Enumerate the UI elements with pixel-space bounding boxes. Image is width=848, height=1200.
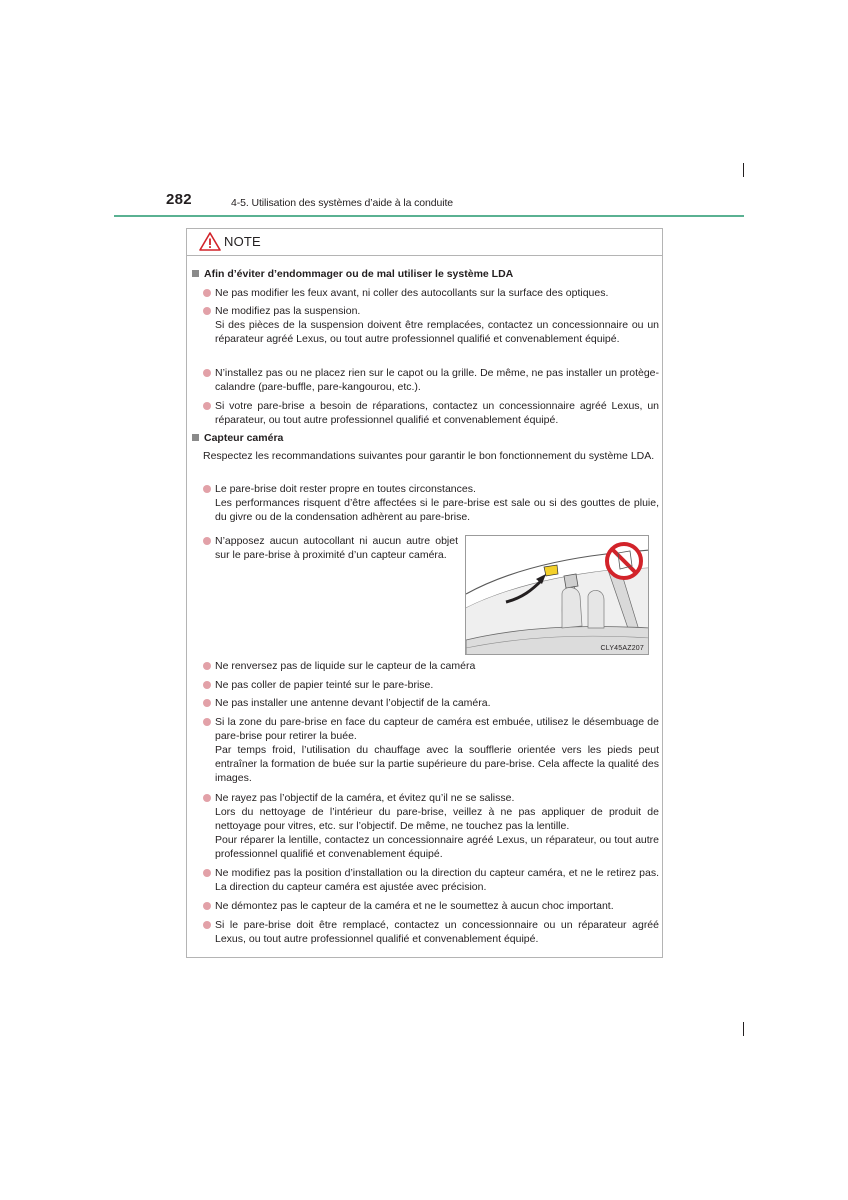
list-item [203, 918, 659, 946]
list-item-text: Si le pare-brise doit être remplacé, contactez un concessionnaire ou un réparateur agréé Lexus, ou tout autre professionnel qualifié et convenablement équipé. [215, 919, 659, 945]
crop-mark-top [743, 163, 744, 177]
list-item [203, 696, 659, 710]
list-item-text: Ne pas modifier les feux avant, ni coller des autocollants sur la surface des optiques. [215, 287, 609, 299]
list-item-text: Ne pas coller de papier teinté sur le pare-brise. [215, 679, 434, 691]
crop-mark-bottom [743, 1022, 744, 1036]
square-bullet-icon [192, 434, 199, 441]
bullet-icon [203, 921, 211, 929]
bullet-icon [203, 794, 211, 802]
windshield-camera-illustration [465, 535, 649, 655]
note-box [186, 228, 663, 958]
list-item [203, 659, 659, 673]
bullet-icon [203, 537, 211, 545]
bullet-icon [203, 718, 211, 726]
square-bullet-icon [192, 270, 199, 277]
list-item [203, 899, 659, 913]
bullet-icon [203, 902, 211, 910]
list-item [203, 399, 659, 427]
bullet-icon [203, 485, 211, 493]
list-item-text: N’installez pas ou ne placez rien sur le capot ou la grille. De même, ne pas installer un protège-calandre (pare-buffle, pare-kangourou, etc.). [215, 367, 659, 393]
bullet-icon [203, 699, 211, 707]
list-item [203, 286, 659, 300]
car-interior-drawing [466, 536, 649, 655]
list-item-text: Ne pas installer une antenne devant l’objectif de la caméra. [215, 697, 491, 709]
bullet-icon [203, 307, 211, 315]
page-number: 282 [166, 191, 192, 208]
bullet-icon [203, 681, 211, 689]
list-item-text: N’apposez aucun autocollant ni aucun autre objet sur le pare-brise à proximité d’un capteur caméra. [215, 535, 458, 561]
section-heading-text: Capteur caméra [204, 432, 284, 444]
list-item [203, 715, 659, 785]
list-item-text: Le pare-brise doit rester propre en toutes circonstances. Les performances risquent d’être affectées si le pare-brise est sale ou si des gouttes de pluie, du givre ou de la condensation adhèrent au pare-brise. [215, 483, 659, 523]
bullet-icon [203, 662, 211, 670]
list-item-text: Ne modifiez pas la position d’installation ou la direction du capteur caméra, et ne le retirez pas. La direction du capteur caméra est ajustée avec précision. [215, 867, 659, 893]
bullet-icon [203, 402, 211, 410]
list-item [203, 366, 659, 394]
bullet-icon [203, 289, 211, 297]
note-header [187, 229, 662, 256]
bullet-icon [203, 369, 211, 377]
section-heading-text: Afin d’éviter d’endommager ou de mal utiliser le système LDA [204, 268, 514, 280]
list-item-text: Si la zone du pare-brise en face du capteur de caméra est embuée, utilisez le désembuage de pare-brise pour retirer la buée. Par temps froid, l’utilisation du chauffage avec la soufflerie orientée vers les pieds peut entraîner la formation de buée sur la partie supérieure du pare-brise. Cela affecte la qualité des images. [215, 716, 659, 784]
list-item-text: Si votre pare-brise a besoin de réparations, contactez un concessionnaire agréé Lexus, un réparateur, ou tout autre professionnel qualifié et convenablement équipé. [215, 400, 659, 426]
section-title: 4-5. Utilisation des systèmes d’aide à la conduite [231, 197, 454, 209]
warning-icon [199, 232, 221, 251]
section-heading-camera [192, 431, 283, 445]
list-item [203, 866, 659, 894]
header-rule [114, 215, 744, 217]
figure-code: CLY45AZ207 [600, 645, 644, 652]
section-heading-lda [192, 267, 513, 281]
list-item-text: Ne renversez pas de liquide sur le capteur de la caméra [215, 660, 476, 672]
bullet-icon [203, 869, 211, 877]
section-intro: Respectez les recommandations suivantes pour garantir le bon fonctionnement du système LDA. [203, 450, 655, 462]
list-item [203, 304, 659, 346]
note-title: NOTE [224, 234, 261, 249]
list-item [203, 482, 659, 524]
list-item [203, 791, 659, 861]
list-item [203, 534, 458, 562]
list-item-text: Ne rayez pas l’objectif de la caméra, et évitez qu’il ne se salisse. Lors du nettoyage de l’intérieur du pare-brise, veillez à ne pas appliquer de produit de nettoyage pour vitres, etc. sur l’objectif. De même, ne touchez pas la lentille. Pour réparer la lentille, contactez un concessionnaire agréé Lexus, un réparateur, ou tout autre professionnel qualifié et convenablement équipé. [215, 792, 659, 860]
list-item-text: Ne modifiez pas la suspension. Si des pièces de la suspension doivent être remplacées, contactez un concessionnaire ou un réparateur agréé Lexus, ou tout autre professionnel qualifié et convenablement équipé. [215, 305, 659, 345]
list-item [203, 678, 659, 692]
list-item-text: Ne démontez pas le capteur de la caméra et ne le soumettez à aucun choc important. [215, 900, 614, 912]
